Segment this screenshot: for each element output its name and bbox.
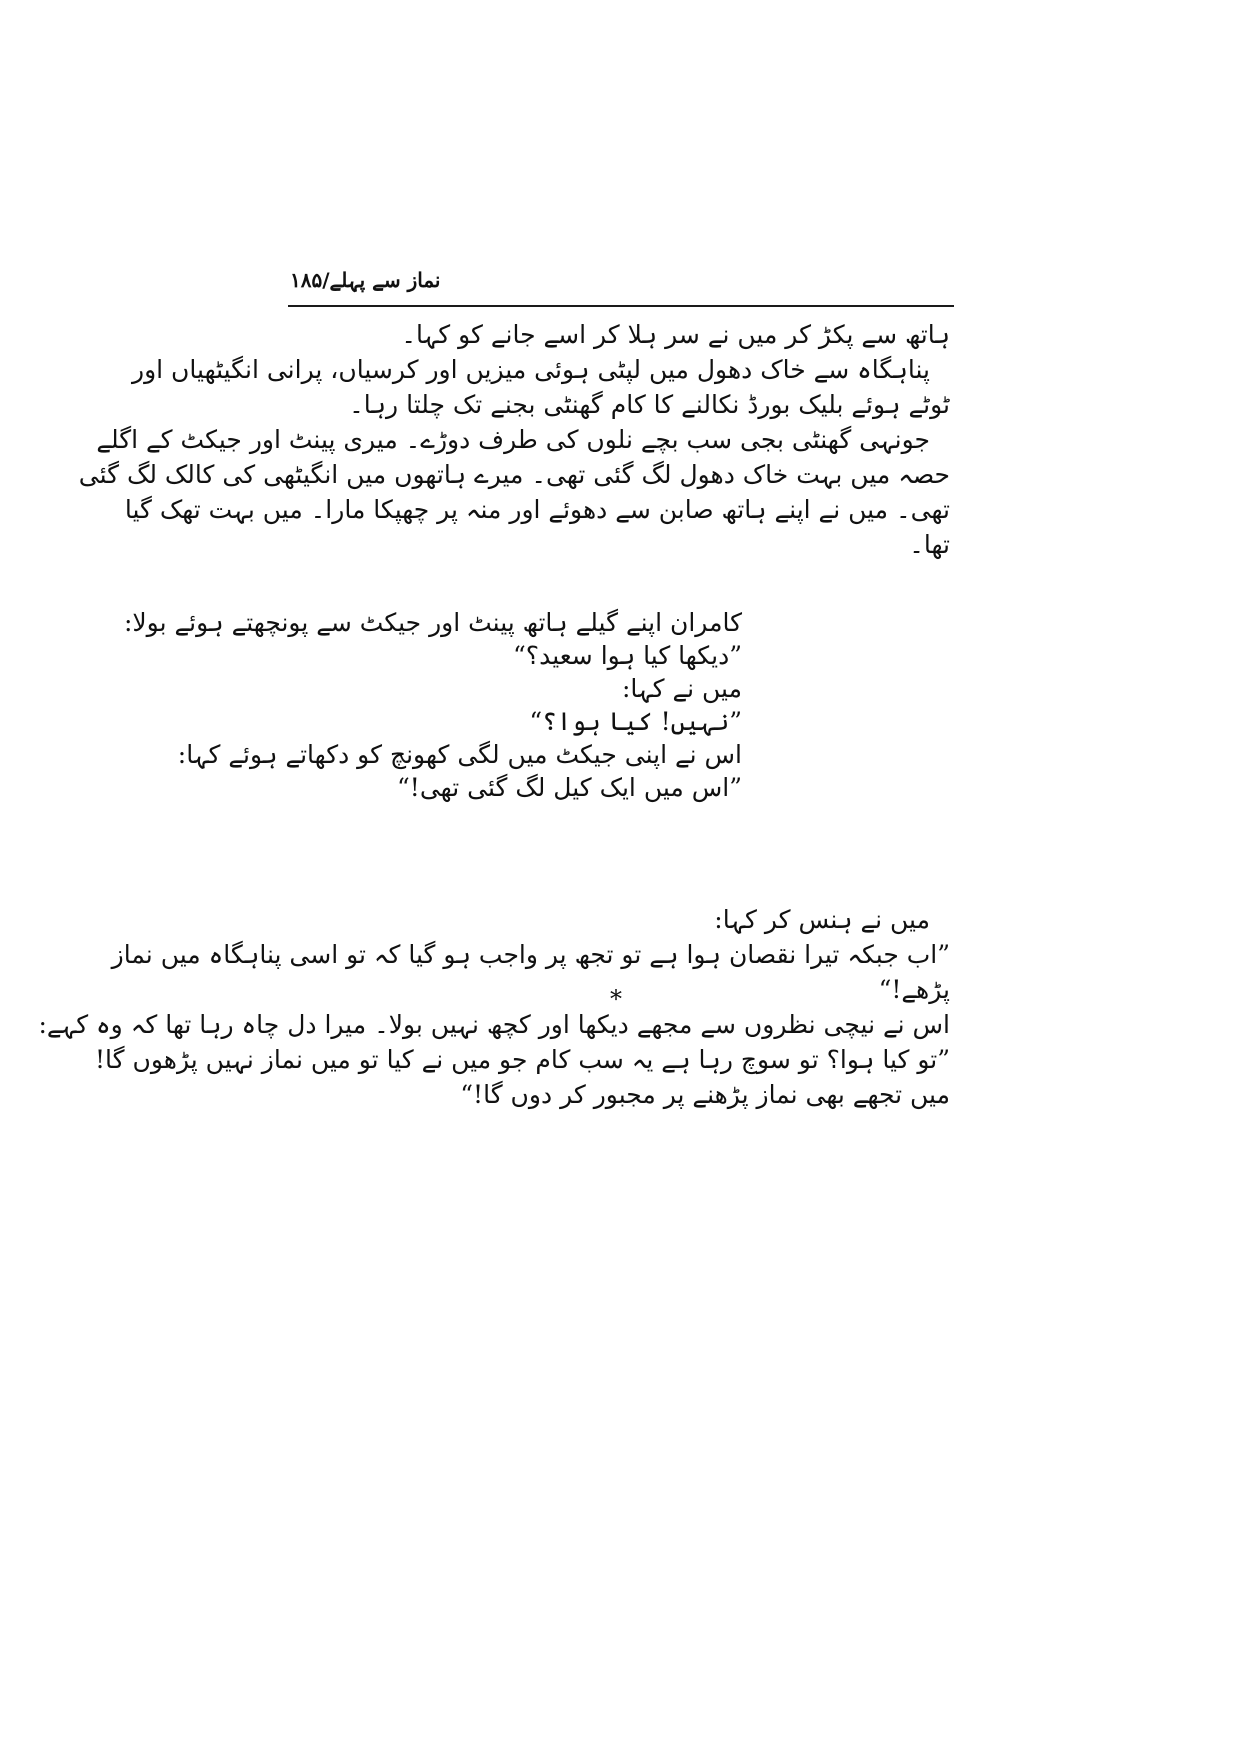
- dialogue-line: ”اس میں ایک کیل لگ گئی تھی!“: [397, 773, 742, 802]
- text-line: میں نے ہنس کر کہا:: [714, 905, 930, 934]
- text-line: پڑھے!“: [878, 975, 950, 1004]
- section-separator: *: [610, 985, 622, 1013]
- text-line: ٹوٹے ہوئے بلیک بورڈ نکالنے کا کام گھنٹی بجنے تک چلتا رہا۔: [349, 390, 950, 419]
- body-text: [38, 0, 950, 1754]
- text-line: ”اب جبکہ تیرا نقصان ہوا ہے تو تجھ پر واجب ہو گیا کہ تو اسی پناہگاہ میں نماز: [111, 940, 950, 969]
- text-line: میں تجھے بھی نماز پڑھنے پر مجبور کر دوں گا!“: [460, 1080, 950, 1109]
- text-line: حصہ میں بہت خاک دھول لگ گئی تھی۔ میرے ہاتھوں میں انگیٹھی کی کالک لگ گئی: [78, 460, 950, 489]
- dialogue-line: اس نے اپنی جیکٹ میں لگی کھونچ کو دکھاتے ہوئے کہا:: [177, 740, 742, 769]
- dialogue-line: ”نہیں! کیا ہوا؟“: [529, 707, 742, 736]
- text-line: پناہگاہ سے خاک دھول میں لپٹی ہوئی میزیں اور کرسیاں، پرانی انگیٹھیاں اور: [132, 355, 930, 384]
- text-line: ہاتھ سے پکڑ کر میں نے سر ہلا کر اسے جانے کو کہا۔: [401, 320, 950, 349]
- running-header: نماز سے پہلے/۱۸۵: [290, 268, 441, 292]
- text-line: جونہی گھنٹی بجی سب بچے نلوں کی طرف دوڑے۔ میری پینٹ اور جیکٹ کے اگلے: [96, 425, 930, 454]
- text-line: تھا۔: [909, 530, 950, 559]
- dialogue-line: کامران اپنے گیلے ہاتھ پینٹ اور جیکٹ سے پونچھتے ہوئے بولا:: [123, 608, 742, 637]
- text-line: اس نے نیچی نظروں سے مجھے دیکھا اور کچھ نہیں بولا۔ میرا دل چاہ رہا تھا کہ وہ کہے:: [38, 1010, 950, 1039]
- dialogue-line: میں نے کہا:: [621, 674, 742, 703]
- text-line: ”تو کیا ہوا؟ تو سوچ رہا ہے یہ سب کام جو میں نے کیا تو میں نماز نہیں پڑھوں گا!: [95, 1045, 950, 1074]
- dialogue-line: ”دیکھا کیا ہوا سعید؟“: [513, 641, 742, 670]
- text-line: تھی۔ میں نے اپنے ہاتھ صابن سے دھوئے اور منہ پر چھپکا مارا۔ میں بہت تھک گیا: [124, 495, 950, 524]
